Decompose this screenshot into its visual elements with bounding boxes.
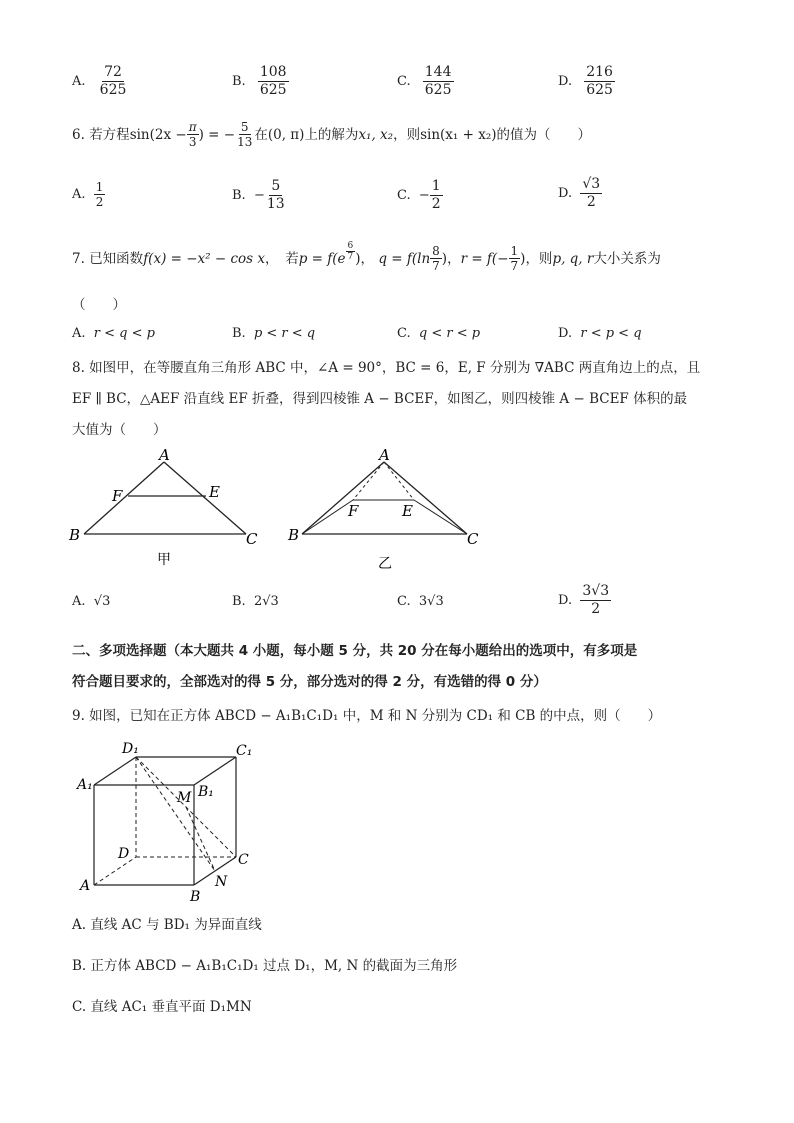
fraction: $\frac{5}{13}$ bbox=[266, 178, 285, 212]
fraction: $\frac{1}{2}$ bbox=[431, 178, 441, 212]
label-a: A bbox=[159, 446, 170, 464]
option-label: A. bbox=[72, 74, 86, 89]
section-heading-line1: 二、多项选择题（本大题共 4 小题，每小题 5 分，共 20 分在每小题给出的选项中，有多项是 bbox=[72, 643, 638, 659]
edge-ab bbox=[302, 462, 384, 534]
q5-option-c bbox=[397, 64, 454, 99]
label-d: D bbox=[118, 846, 130, 862]
label-a1: A₁ bbox=[77, 777, 93, 793]
edge-bf bbox=[302, 500, 353, 534]
label-c: C bbox=[246, 530, 258, 548]
edge-ac bbox=[164, 462, 246, 534]
label-b: B bbox=[190, 889, 201, 905]
section-heading-line2: 符合题目要求的，全部选对的得 5 分，部分选对的得 2 分，有选错的得 0 分） bbox=[72, 674, 547, 690]
fraction: $\frac{√3}{2}$ bbox=[582, 176, 601, 210]
label-n: N bbox=[215, 874, 228, 890]
edge-ac bbox=[384, 462, 467, 534]
edge-ad-hidden bbox=[94, 857, 136, 885]
fraction: $\frac{6}{7}$ bbox=[347, 241, 354, 262]
q8-stem-line3: 大值为（ ） bbox=[72, 422, 167, 438]
figure-caption: 甲 bbox=[157, 552, 171, 568]
q7-option-a: A. r < q < p bbox=[72, 326, 155, 341]
edge-a1d1 bbox=[94, 757, 136, 785]
edge-d1n bbox=[136, 757, 215, 871]
fraction: $\frac{108}{625}$ bbox=[259, 64, 287, 98]
q8-stem-line2: EF ∥ BC，△AEF 沿直线 EF 折叠，得到四棱锥 A − BCEF，如图乙，则四棱锥 A − BCEF 体积的最 bbox=[72, 391, 688, 407]
figure-jia bbox=[66, 444, 276, 574]
label-d1: D₁ bbox=[122, 741, 139, 757]
edge-ce bbox=[414, 500, 467, 534]
figure-yi bbox=[284, 444, 494, 574]
q6-option-b: B. − $\frac{5}{13}$ bbox=[232, 178, 285, 212]
label-f: F bbox=[112, 487, 123, 505]
edge-ab bbox=[84, 462, 164, 534]
q8-option-b: B. 2√3 bbox=[232, 594, 279, 609]
option-label: B. bbox=[232, 74, 246, 89]
fraction: $\frac{144}{625}$ bbox=[424, 64, 452, 98]
q6-stem: 6. 若方程 sin(2x − $\frac{\pi}{3}$ ) = − $\frac{5}{13}$ 在 (0, π) 上的解为 x₁, x₂ ，则 sin(x₁ + x₂) 的值为（ ） bbox=[72, 120, 591, 149]
figure-cube bbox=[66, 733, 276, 913]
fraction: $\frac{1}{7}$ bbox=[510, 244, 519, 273]
q8-option-c: C. 3√3 bbox=[397, 594, 444, 609]
label-e: E bbox=[209, 483, 220, 501]
q9-option-b: B. 正方体 ABCD − A₁B₁C₁D₁ 过点 D₁，M, N 的截面为三角形 bbox=[72, 958, 458, 974]
label-a: A bbox=[80, 878, 91, 894]
label-b: B bbox=[288, 526, 300, 544]
fraction: $\frac{216}{625}$ bbox=[586, 64, 613, 98]
q6-option-d: D. $\frac{√3}{2}$ bbox=[558, 176, 601, 210]
q9-option-a: A. 直线 AC 与 BD₁ 为异面直线 bbox=[72, 917, 262, 933]
q7-stem: 7. 已知函数 f(x) = −x² − cos x ， 若 p = f(e $\frac{6}{7}$ ) ， q = f(ln $\frac{8}{7}$ ) ， r = f(− $\frac{1}{7}$ ) ，则 p, q, r 大小关系为 bbox=[72, 241, 661, 273]
q9-stem: 9. 如图，已知在正方体 ABCD − A₁B₁C₁D₁ 中，M 和 N 分别为 CD₁ 和 CB 的中点，则（ ） bbox=[72, 708, 662, 724]
edge-mn bbox=[186, 807, 215, 871]
edge-af-dashed bbox=[353, 462, 384, 500]
label-a: A bbox=[379, 446, 390, 464]
q8-option-d: D. $\frac{3√3}{2}$ bbox=[558, 583, 610, 617]
fraction: $\frac{3√3}{2}$ bbox=[582, 583, 610, 617]
figure-caption: 乙 bbox=[378, 556, 392, 572]
edge-ae-dashed bbox=[384, 462, 414, 500]
label-c: C bbox=[467, 530, 479, 548]
option-label: C. bbox=[397, 74, 411, 89]
label-b1: B₁ bbox=[198, 784, 214, 800]
q8-option-a: A. √3 bbox=[72, 594, 111, 609]
label-c: C bbox=[238, 852, 249, 868]
q5-option-a bbox=[72, 64, 128, 99]
fraction: $\frac{8}{7}$ bbox=[432, 244, 440, 273]
q9-option-c: C. 直线 AC₁ 垂直平面 D₁MN bbox=[72, 999, 252, 1015]
fraction: $\frac{1}{2}$ bbox=[95, 180, 104, 209]
label-e: E bbox=[402, 502, 413, 520]
q7-option-c: C. q < r < p bbox=[397, 326, 481, 341]
label-f: F bbox=[348, 502, 359, 520]
q7-option-b: B. p < r < q bbox=[232, 326, 316, 341]
label-b: B bbox=[69, 526, 81, 544]
q6-option-c: C. − $\frac{1}{2}$ bbox=[397, 178, 441, 212]
q8-stem-line1: 8. 如图甲，在等腰直角三角形 ABC 中，∠A = 90°，BC = 6，E, F 分别为 ∇ABC 两直角边上的点，且 bbox=[72, 360, 701, 376]
q5-option-d bbox=[558, 64, 615, 99]
option-label: D. bbox=[558, 74, 573, 89]
fraction: $\frac{72}{625}$ bbox=[99, 64, 127, 98]
label-m: M bbox=[177, 790, 192, 806]
fraction: $\frac{\pi}{3}$ bbox=[188, 120, 197, 149]
q5-option-b bbox=[232, 64, 289, 99]
label-c1: C₁ bbox=[236, 743, 253, 759]
q7-option-d: D. r < p < q bbox=[558, 326, 642, 341]
answer-parentheses: （ ） bbox=[72, 297, 126, 313]
q6-option-a: A. $\frac{1}{2}$ bbox=[72, 180, 104, 209]
edge-b1c1 bbox=[194, 757, 236, 785]
fraction: $\frac{5}{13}$ bbox=[237, 120, 253, 149]
